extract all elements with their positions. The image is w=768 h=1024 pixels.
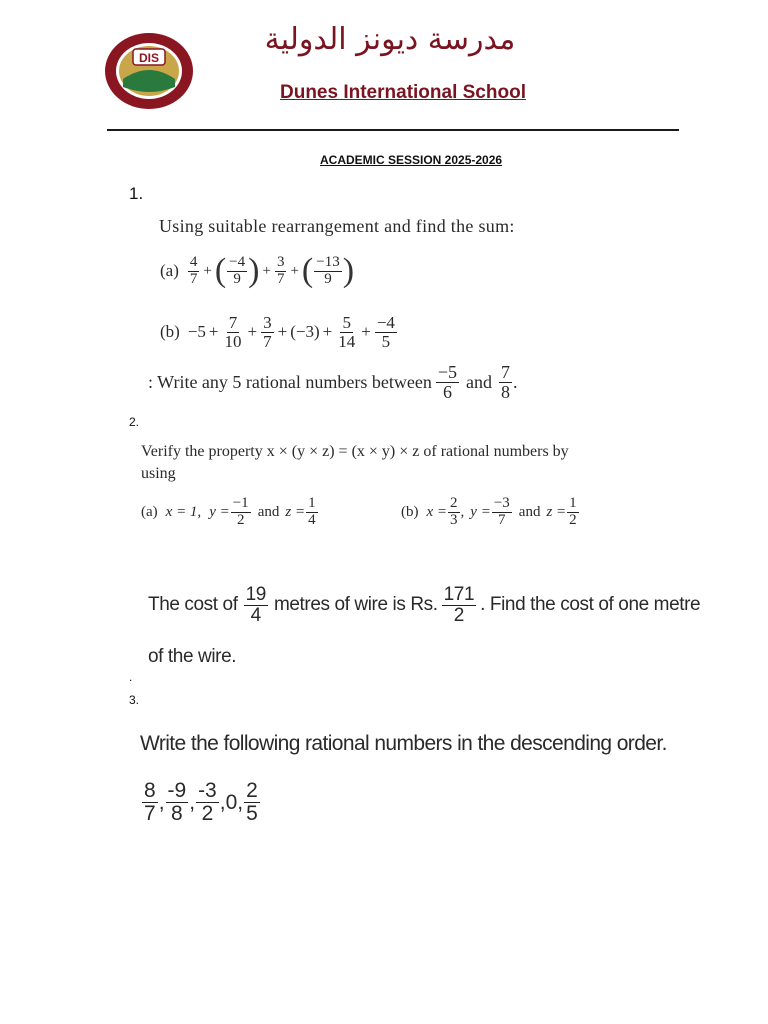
- school-name: Dunes International School: [280, 82, 526, 103]
- numerator: −1: [232, 495, 249, 511]
- numerator: −13: [316, 253, 340, 270]
- fraction: [223, 314, 244, 351]
- denominator: 5: [246, 802, 258, 826]
- school-logo: [103, 31, 196, 111]
- q2-b-y: y =: [470, 503, 491, 520]
- numerator: 5: [342, 313, 351, 332]
- fraction: [261, 314, 274, 351]
- fraction: [188, 255, 200, 288]
- q1-a-label: (a): [160, 261, 179, 280]
- fraction: [436, 363, 459, 402]
- q2-stray-dot: .: [129, 670, 133, 684]
- logo-text: DIS: [138, 51, 160, 65]
- q1-c-and: and: [466, 371, 493, 392]
- fraction: [196, 780, 219, 825]
- q1-part-a: (a) $\frac{4}{7}$ + ( $\frac{-4}{9}$ ) + $\frac{3}{7}$ + ( $\frac{-13}{9}$ ): [160, 252, 355, 289]
- q2-a-and: and: [257, 503, 280, 520]
- denominator: 2: [236, 511, 245, 528]
- fraction: [448, 496, 460, 529]
- q1-b-mid: (−3): [290, 322, 320, 342]
- numerator: 3: [263, 313, 272, 332]
- q2-b-label: (b): [401, 503, 419, 520]
- numerator: 171: [443, 584, 475, 605]
- numerator: 7: [228, 313, 238, 332]
- fraction: [231, 496, 251, 529]
- numerator: −4: [376, 313, 395, 332]
- denominator: 7: [498, 511, 506, 528]
- q1-b-lead: −5: [187, 322, 206, 342]
- fraction: [244, 585, 268, 626]
- numerator: −5: [437, 362, 458, 382]
- q2-cost-part3: . Find the cost of one metre: [480, 594, 701, 616]
- academic-session: ACADEMIC SESSION 2025-2026: [320, 153, 503, 167]
- q2-part-b: (b) x = $\frac{2}{3}$ , y = $\frac{-3}{7}$ and z = $\frac{1}{2}$: [401, 495, 577, 528]
- denominator: 2: [201, 802, 214, 826]
- denominator: 10: [224, 331, 242, 351]
- numerator: 8: [144, 779, 156, 802]
- denominator: 7: [263, 331, 272, 351]
- numerator: −4: [229, 253, 246, 270]
- fraction: [306, 496, 318, 529]
- q2-a-x: x = 1,: [165, 503, 202, 520]
- fraction: [442, 585, 477, 626]
- numerator: 19: [245, 584, 266, 605]
- q1-part-b: (b) −5 + $\frac{7}{10}$ + $\frac{3}{7}$ + (−3) + $\frac{5}{14}$ + $\frac{-4}{5}$: [160, 313, 395, 351]
- denominator: 2: [453, 604, 464, 626]
- denominator: 4: [308, 511, 316, 528]
- q2-a-y: y =: [209, 503, 230, 520]
- numerator: 1: [569, 495, 577, 511]
- school-name-arabic: مدرسة ديونز الدولية: [264, 22, 516, 57]
- denominator: 8: [501, 381, 511, 402]
- q1-c-text: : Write any 5 rational numbers between: [148, 371, 432, 392]
- denominator: 6: [442, 381, 452, 402]
- q2-b-and: and: [518, 503, 541, 520]
- numerator: 4: [189, 253, 198, 270]
- denominator: 3: [450, 511, 458, 528]
- fraction: [166, 780, 189, 825]
- fraction: [227, 255, 247, 288]
- q2-cost-part1: The cost of: [148, 594, 238, 616]
- q3-zero: 0: [225, 790, 238, 814]
- q2-a-label: (a): [141, 503, 158, 520]
- school-logo-icon: [103, 31, 196, 111]
- q1-instruction: Using suitable rearrangement and find the sum:: [159, 216, 515, 236]
- denominator: 9: [324, 270, 332, 287]
- numerator: -3: [198, 779, 217, 802]
- denominator: 8: [171, 802, 183, 826]
- fraction: [142, 780, 158, 825]
- numerator: -9: [167, 779, 187, 802]
- q3-number: 3.: [129, 693, 140, 707]
- q2-cost-part2: metres of wire is Rs.: [273, 594, 438, 616]
- q2-a-z: z =: [285, 503, 306, 520]
- q3-instruction: Write the following rational numbers in the descending order.: [140, 732, 667, 755]
- q1-part-c: : Write any 5 rational numbers between $\frac{-5}{6}$ and $\frac{7}{8}$ .: [148, 362, 518, 402]
- q2-b-z: z =: [546, 503, 567, 520]
- numerator: −3: [493, 495, 510, 511]
- fraction: [314, 255, 341, 288]
- denominator: 5: [381, 331, 391, 351]
- fraction: [492, 496, 512, 529]
- q2-part-a: [141, 496, 319, 529]
- numerator: 1: [308, 495, 316, 511]
- denominator: 7: [276, 270, 285, 287]
- denominator: 7: [144, 802, 156, 826]
- numerator: 3: [276, 253, 285, 270]
- q2-b-x: x =: [426, 503, 448, 520]
- numerator: 7: [501, 362, 511, 382]
- q1-b-label: (b): [160, 322, 180, 342]
- fraction: [375, 314, 397, 351]
- q2-cost-line1: [148, 585, 700, 626]
- numerator: 2: [450, 495, 458, 511]
- denominator: 9: [233, 270, 241, 287]
- fraction: [567, 496, 579, 529]
- numerator: 2: [246, 779, 258, 802]
- denominator: 7: [189, 270, 198, 287]
- denominator: 14: [338, 331, 356, 351]
- denominator: 2: [569, 511, 577, 528]
- q2-instruction-line2: using: [141, 465, 176, 482]
- q2-number: 2.: [129, 415, 140, 429]
- q2-instruction-line1: Verify the property x × (y × z) = (x × y) × z of rational numbers by: [141, 443, 569, 460]
- q3-numbers: $\frac{8}{7}$ , $\frac{-9}{8}$ , $\frac{-3}{2}$ , 0 , $\frac{2}{5}$: [144, 779, 258, 826]
- fraction: [499, 363, 512, 402]
- q1-number: 1.: [129, 184, 144, 203]
- header-divider: [107, 129, 679, 131]
- q2-cost-line2: of the wire.: [148, 646, 237, 667]
- fraction: [244, 780, 260, 825]
- fraction: [275, 255, 287, 288]
- denominator: 4: [250, 604, 261, 626]
- fraction: [336, 314, 357, 351]
